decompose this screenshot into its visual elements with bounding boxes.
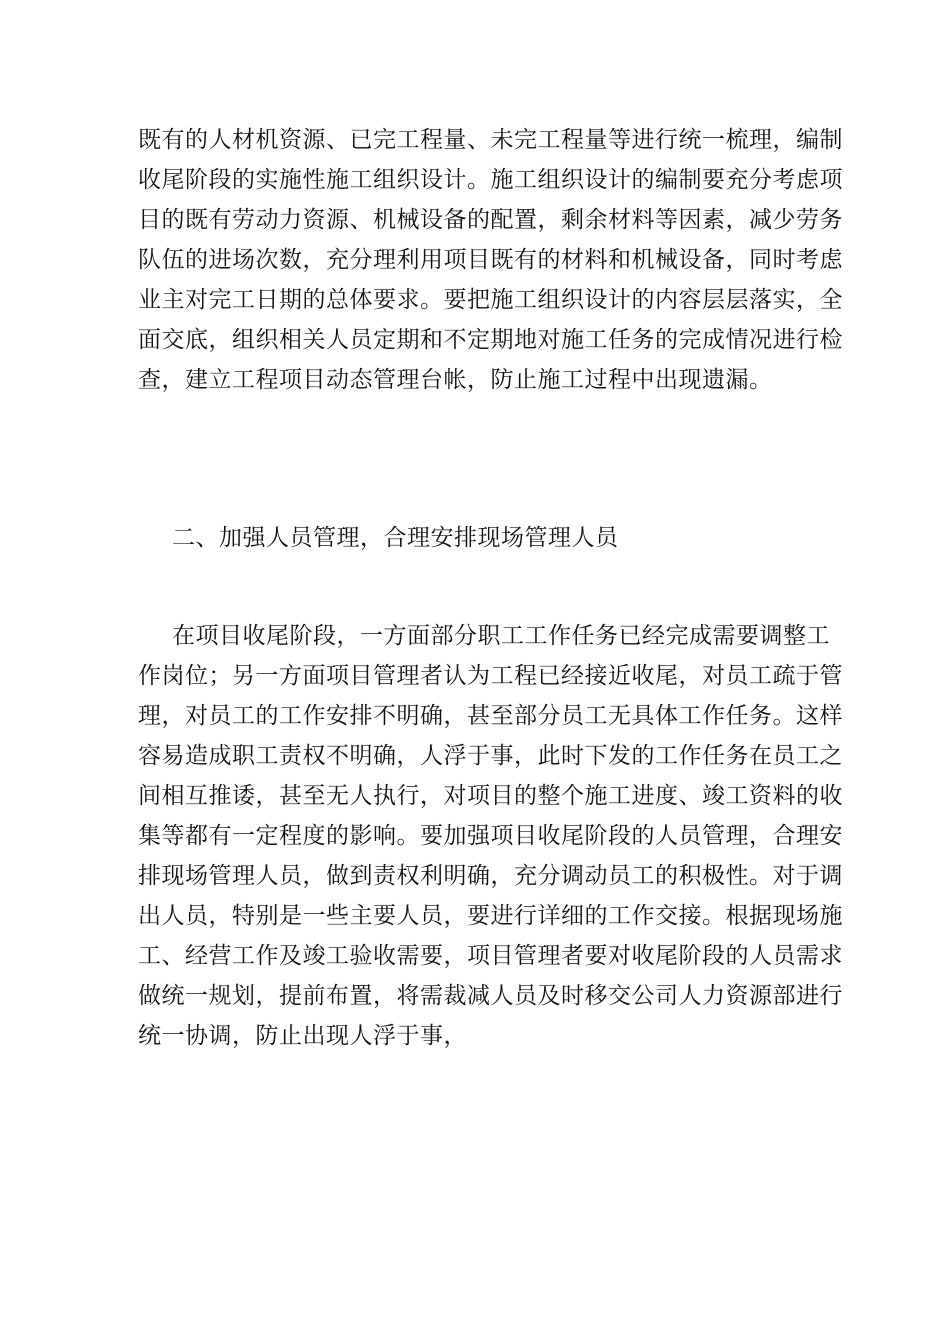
body-paragraph-1 bbox=[138, 120, 843, 400]
paragraph-line: 出人员，特别是一些主要人员，要进行详细的工作交接。根据现场施 bbox=[138, 903, 843, 929]
section-heading-text: 二、加强人员管理，合理安排现场管理人员 bbox=[172, 525, 619, 551]
section-heading bbox=[138, 518, 818, 558]
paragraph-line: 工、经营工作及竣工验收需要，项目管理者要对收尾阶段的人员需求 bbox=[138, 943, 843, 969]
paragraph-line: 做统一规划，提前布置，将需裁减人员及时移交公司人力资源部进行 bbox=[138, 983, 843, 1009]
paragraph-line: 作岗位；另一方面项目管理者认为工程已经接近收尾，对员工疏于管 bbox=[138, 663, 843, 689]
paragraph-line: 收尾阶段的实施性施工组织设计。施工组织设计的编制要充分考虑项 bbox=[138, 167, 843, 193]
paragraph-line: 目的既有劳动力资源、机械设备的配置，剩余材料等因素，减少劳务 bbox=[138, 207, 843, 233]
paragraph-line: 面交底，组织相关人员定期和不定期地对施工任务的完成情况进行检 bbox=[138, 327, 843, 353]
paragraph-line: 业主对完工日期的总体要求。要把施工组织设计的内容层层落实，全 bbox=[138, 287, 843, 313]
paragraph-line: 集等都有一定程度的影响。要加强项目收尾阶段的人员管理，合理安 bbox=[138, 823, 843, 849]
paragraph-line: 查，建立工程项目动态管理台帐，防止施工过程中出现遗漏。 bbox=[138, 367, 773, 393]
paragraph-line: 统一协调，防止出现人浮于事， bbox=[138, 1023, 467, 1049]
paragraph-line: 理，对员工的工作安排不明确，甚至部分员工无具体工作任务。这样 bbox=[138, 703, 843, 729]
paragraph-line: 既有的人材机资源、已完工程量、未完工程量等进行统一梳理，编制 bbox=[138, 127, 843, 153]
paragraph-line: 间相互推诿，甚至无人执行，对项目的整个施工进度、竣工资料的收 bbox=[138, 783, 843, 809]
paragraph-line: 队伍的进场次数，充分理利用项目既有的材料和机械设备，同时考虑 bbox=[138, 247, 843, 273]
body-paragraph-2 bbox=[138, 616, 843, 1056]
paragraph-line: 容易造成职工责权不明确，人浮于事，此时下发的工作任务在员工之 bbox=[138, 743, 843, 769]
paragraph-line: 在项目收尾阶段，一方面部分职工工作任务已经完成需要调整工 bbox=[172, 623, 830, 649]
paragraph-line: 排现场管理人员，做到责权利明确，充分调动员工的积极性。对于调 bbox=[138, 863, 843, 889]
